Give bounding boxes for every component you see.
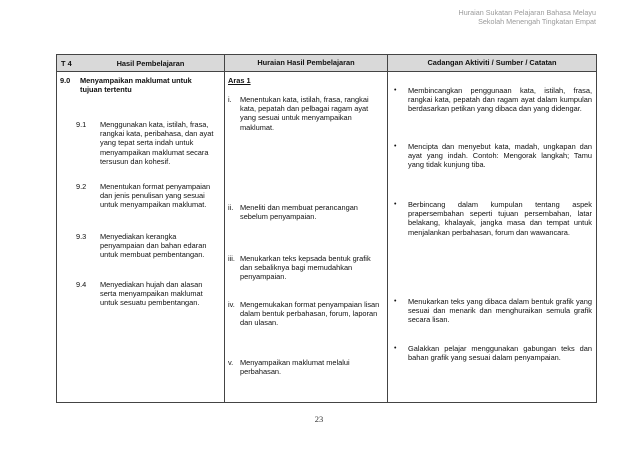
bullet-icon: • xyxy=(394,345,397,352)
list-item xyxy=(228,254,384,286)
activity-text: Berbincang dalam kumpulan tentang aspek prapersembahan seperti tujuan persembahan, latar belakang, khalayak, jangka masa dan tempat untuk menjalankan perbahasan, forum dan wawancara. xyxy=(408,200,592,237)
main-outcome-number: 9.0 xyxy=(60,76,71,85)
description-text: Menentukan kata, istilah, frasa, rangkai kata, pepatah dan pelbagai ragam ayat yang sesuai untuk menyampaikan maklumat. xyxy=(240,95,369,132)
list-item xyxy=(76,120,221,180)
header-t4: T 4 xyxy=(61,59,72,68)
header-learning-outcomes: Hasil Pembelajaran xyxy=(116,59,185,68)
list-item xyxy=(76,232,221,277)
list-item xyxy=(394,200,592,250)
list-item xyxy=(76,182,221,227)
description-number: i. xyxy=(228,95,232,104)
outcome-text: Menyediakan kerangka penyampaian dan bahan edaran untuk membuat pembentangan. xyxy=(100,232,207,260)
header-line-2: Sekolah Menengah Tingkatan Empat xyxy=(478,17,596,26)
running-header xyxy=(459,8,596,26)
outcome-text: Menentukan format penyampaian dan jenis penulisan yang sesuai untuk menyampaikan maklumat. xyxy=(100,182,211,210)
list-item xyxy=(228,300,384,332)
list-item xyxy=(394,297,592,327)
page-number: 23 xyxy=(314,414,324,424)
outcome-number: 9.4 xyxy=(76,280,87,289)
outcome-number: 9.1 xyxy=(76,120,87,129)
description-text: Meneliti dan membuat perancangan sebelum penyampaian. xyxy=(240,203,358,222)
header-activities: Cadangan Aktiviti / Sumber / Catatan xyxy=(388,55,597,72)
description-text: Mengemukakan format penyampaian lisan dalam bentuk perbahasan, forum, laporan dan ulasan. xyxy=(240,300,380,328)
table-header-row xyxy=(57,55,597,72)
description-text: Menyampaikan maklumat melalui perbahasan. xyxy=(240,358,350,377)
outcome-descriptions-cell xyxy=(225,72,388,403)
list-item xyxy=(228,358,384,380)
list-item xyxy=(394,86,592,126)
list-item xyxy=(228,203,384,225)
description-number: ii. xyxy=(228,203,234,212)
activity-text: Menukarkan teks yang dibaca dalam bentuk grafik yang sesuai dan menarik dan menghuraikan semula grafik secara lisan. xyxy=(408,297,592,325)
level-title: Aras 1 xyxy=(228,76,251,85)
bullet-icon: • xyxy=(394,201,397,208)
outcome-text: Menggunakan kata, istilah, frasa, rangkai kata, peribahasa, dan ayat yang tepat serta indah untuk menyampaikan maklumat secara tersusun dan kohesif. xyxy=(100,120,214,166)
list-item xyxy=(394,344,592,374)
header-line-1: Huraian Sukatan Pelajaran Bahasa Melayu xyxy=(458,8,596,17)
header-outcome-description: Huraian Hasil Pembelajaran xyxy=(225,55,388,72)
description-number: iii. xyxy=(228,254,235,263)
table-row xyxy=(57,72,597,403)
main-outcome-title: Menyampaikan maklumat untuk tujuan tertentu xyxy=(80,76,192,95)
description-number: iv. xyxy=(228,300,235,309)
bullet-icon: • xyxy=(394,143,397,150)
outcome-number: 9.2 xyxy=(76,182,87,191)
header-cell-learning-outcomes xyxy=(57,55,225,72)
activity-text: Galakkan pelajar menggunakan gabungan teks dan bahan grafik yang sesuai dalam penyampaian. xyxy=(408,344,592,363)
curriculum-table xyxy=(56,54,597,403)
description-number: v. xyxy=(228,358,234,367)
outcome-text: Menyediakan hujah dan alasan serta menyampaikan maklumat untuk sesuatu pembentangan. xyxy=(100,280,203,308)
list-item xyxy=(228,95,384,135)
bullet-icon: • xyxy=(394,298,397,305)
list-item xyxy=(394,142,592,182)
learning-outcomes-cell xyxy=(57,72,225,403)
activity-text: Membincangkan penggunaan kata, istilah, frasa, rangkai kata, pepatah dan ragam ayat dalam kumpulan berdasarkan petikan yang dibaca dan yang didengar. xyxy=(408,86,592,114)
outcome-number: 9.3 xyxy=(76,232,87,241)
description-text: Menukarkan teks kepsada bentuk grafik dan sebaliknya bagi memudahkan penyampaian. xyxy=(240,254,371,282)
activity-text: Mencipta dan menyebut kata, madah, ungkapan dan ayat yang indah. Contoh: Mengorak langkah; Tamu yang tidak kunjung tiba. xyxy=(408,142,592,170)
list-item xyxy=(76,280,221,325)
bullet-icon: • xyxy=(394,87,397,94)
activities-cell xyxy=(388,72,597,403)
